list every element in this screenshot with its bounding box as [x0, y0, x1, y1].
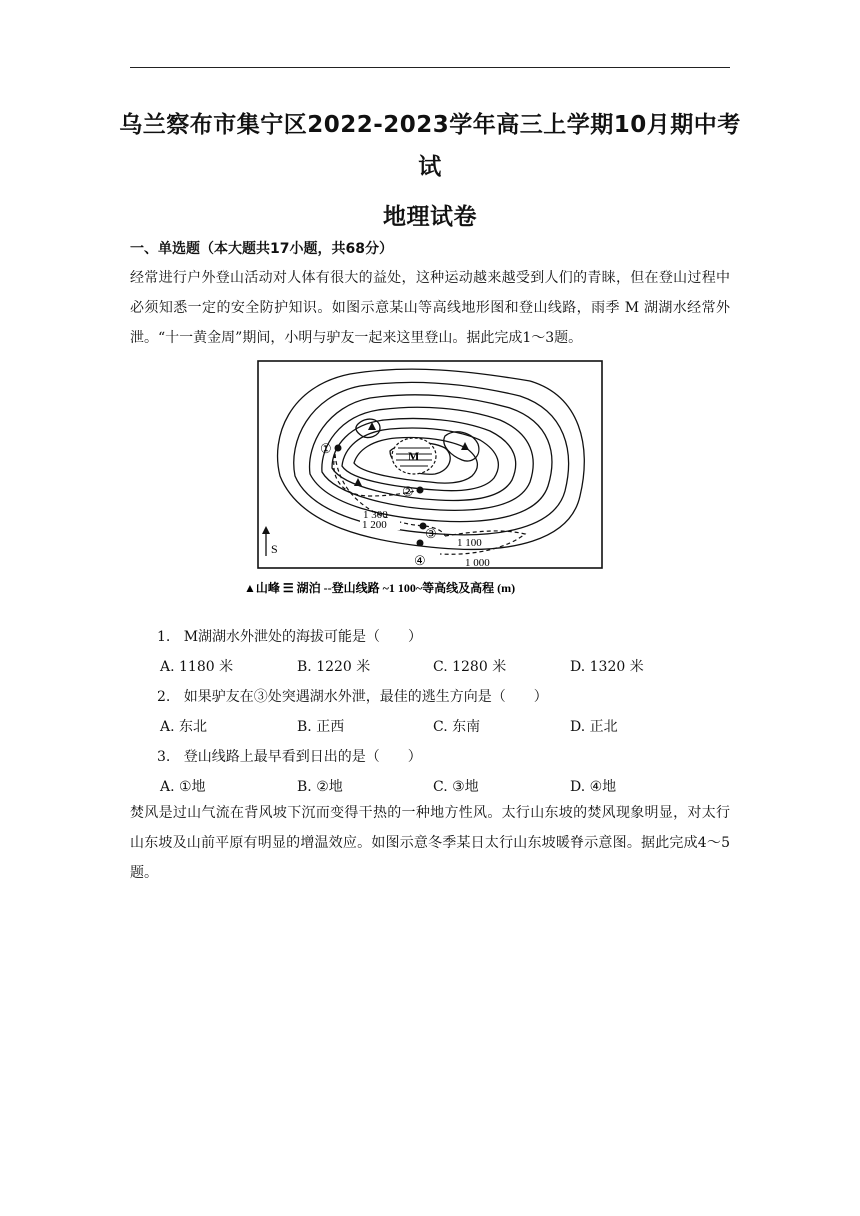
contour-label-1100: 1 100 [457, 537, 482, 549]
question-3 [157, 746, 422, 766]
option-d: D. 1320 米 [570, 659, 644, 675]
question-stem: M湖湖水外泄处的海拔可能是（ ） [183, 629, 423, 645]
question-2 [157, 686, 548, 706]
option-b: B. 1220 米 [297, 659, 371, 675]
question-number: 3. [157, 749, 171, 765]
contour-map-figure [240, 356, 630, 600]
option-a: A. ①地 [160, 779, 206, 795]
header-rule [130, 67, 730, 68]
option-c: C. ③地 [433, 779, 479, 795]
question-1 [157, 626, 422, 646]
option-c: C. 1280 米 [433, 659, 507, 675]
direction-label: S [271, 542, 278, 556]
exam-title-line2: 试 [418, 154, 442, 180]
question-number: 2. [157, 689, 171, 705]
question-stem: 如果驴友在③处突遇湖水外泄，最佳的逃生方向是（ ） [183, 689, 548, 705]
figure-legend: ▲山峰 ☰ 湖泊 --登山线路 ~1 100~等高线及高程 (m) [244, 581, 516, 595]
lake-label: M [408, 449, 420, 463]
option-d: D. ④地 [570, 779, 617, 795]
contour-label-1300: 1 300 [363, 509, 388, 521]
point-1-label: ① [320, 441, 332, 456]
contour-label-1000: 1 000 [465, 557, 490, 569]
option-d: D. 正北 [570, 719, 618, 735]
question-number: 1. [157, 629, 171, 645]
option-a: A. 1180 米 [160, 659, 234, 675]
option-c: C. 东南 [433, 719, 481, 735]
point-3-label: ③ [425, 526, 437, 541]
exam-subtitle: 地理试卷 [383, 204, 477, 230]
passage-2: 焚风是过山气流在背风坡下沉而变得干热的一种地方性风。太行山东坡的焚风现象明显，对太行山东坡及山前平原有明显的增温效应。如图示意冬季某日太行山东坡暖脊示意图。据此完成4～5题。 [130, 805, 730, 881]
point-4-label: ④ [414, 553, 426, 568]
exam-title-line1: 乌兰察布市集宁区2022-2023学年高三上学期10月期中考 [119, 112, 741, 138]
section-heading: 一、单选题（本大题共17小题，共68分） [130, 241, 393, 257]
direction-arrow-icon [262, 526, 270, 556]
point-2-label: ② [402, 484, 414, 499]
option-b: B. 正西 [297, 719, 345, 735]
question-stem: 登山线路上最早看到日出的是（ ） [183, 749, 422, 765]
option-a: A. 东北 [160, 719, 208, 735]
contour-label-1200: 1 200 [362, 519, 387, 531]
passage-1: 经常进行户外登山活动对人体有很大的益处，这种运动越来越受到人们的青睐，但在登山过程中必须知悉一定的安全防护知识。如图示意某山等高线地形图和登山线路，雨季 M 湖湖水经常外泄。“十一黄金周”期间，小明与驴友一起来这里登山。据此完成1～3题。 [130, 270, 730, 346]
option-b: B. ②地 [297, 779, 343, 795]
